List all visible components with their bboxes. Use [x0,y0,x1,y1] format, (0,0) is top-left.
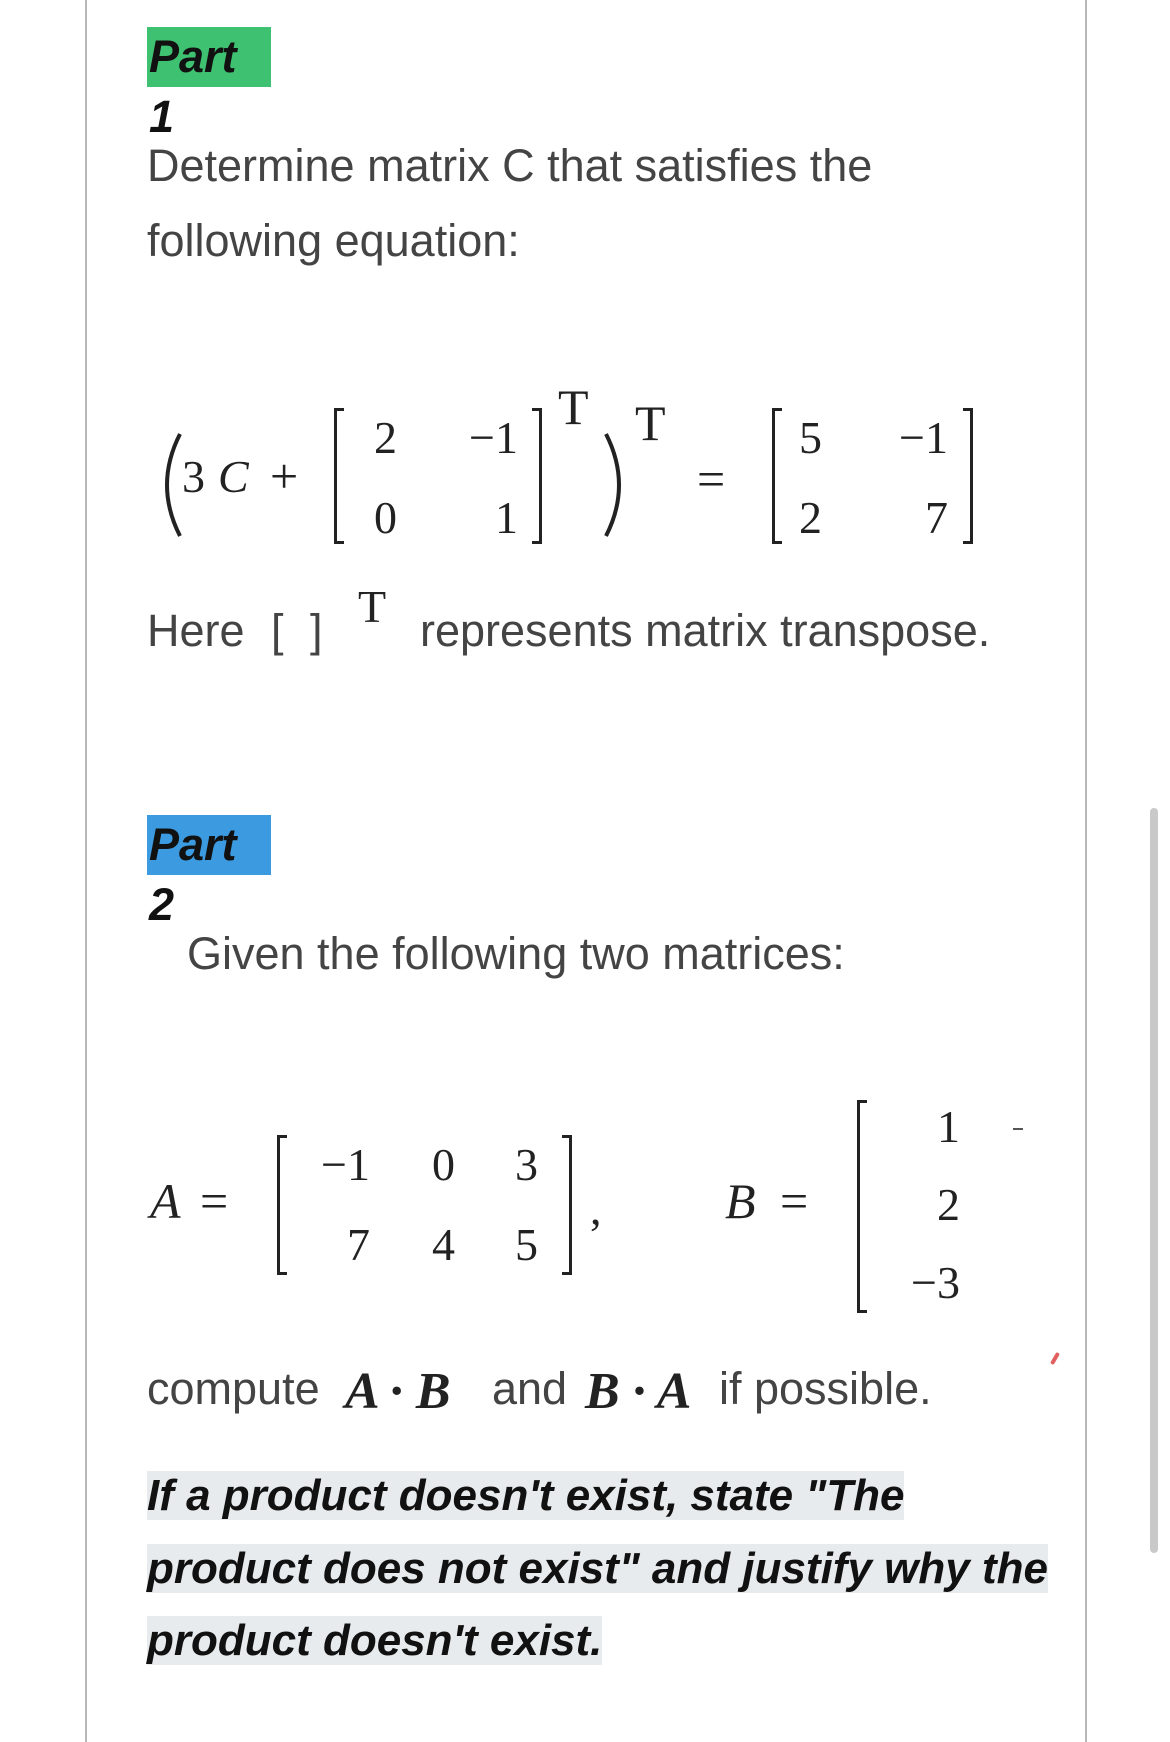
rhs-cell-2-2: 7 [925,492,948,543]
note-line-3-text: product doesn't exist. [147,1616,603,1665]
b-cell-3: −3 [911,1257,960,1308]
matrix-b-left-bracket [857,1100,867,1313]
content-border-right [1085,0,1087,1742]
a-cell-1-3: 3 [515,1139,538,1190]
scrollbar-thumb[interactable] [1150,808,1158,1553]
compute-end: if possible. [719,1363,932,1414]
part2-intro: Given the following two matrices: [187,928,845,979]
a-cell-1-2: 0 [432,1139,455,1190]
compute-word: compute [147,1363,320,1414]
part2-badge: Part 2 [147,815,271,875]
rhs-cell-1-2: −1 [899,412,948,463]
content-border-left [85,0,87,1742]
close-paren [598,430,638,540]
matrix-a-equals: = [200,1173,229,1229]
lhs-scalar: 3 [182,451,205,502]
lhs-variable-c: C [218,451,249,502]
rhs-cell-1-1: 5 [799,412,822,463]
part1-prompt-line2: following equation: [147,215,520,266]
note-line-1-text: If a product doesn't exist, state "The [147,1471,905,1520]
a-cell-2-2: 4 [432,1219,455,1270]
a-cell-2-1: 7 [347,1219,370,1270]
matrix-a-comma: , [590,1183,602,1234]
plus-sign: + [270,448,299,504]
equals-sign: = [697,451,726,507]
part1-prompt-line1: Determine matrix C that satisfies the [147,140,873,191]
compute-a-dot-b: A · B [345,1363,451,1420]
matrix-a-left-bracket [277,1135,287,1275]
matrix-a-right-bracket [562,1135,572,1275]
red-stray-mark [1050,1352,1060,1365]
b-cell-1: 1 [937,1101,960,1152]
here-transpose-sup: T [358,581,387,632]
matrix-a-label: A [150,1173,181,1229]
note-line-3 [147,1605,602,1677]
note-line-1 [147,1460,904,1532]
inner-cell-2-2: 1 [495,492,518,543]
inner-transpose-mark: T [558,379,589,435]
here-rest-text: represents matrix transpose. [420,605,991,656]
rhs-cell-2-1: 2 [799,492,822,543]
inner-cell-1-2: −1 [469,412,518,463]
inner-cell-2-1: 0 [374,492,397,543]
note-line-2 [147,1533,1048,1605]
part1-badge: Part 1 [147,27,271,87]
b-cell-2: 2 [937,1179,960,1230]
a-cell-2-3: 5 [515,1219,538,1270]
inner-matrix-right-bracket [532,408,542,544]
stray-mark [1013,1128,1023,1130]
outer-transpose-mark: T [635,395,666,451]
compute-b-dot-a: B · A [585,1363,692,1420]
a-cell-1-1: −1 [321,1139,370,1190]
compute-and: and [492,1363,568,1414]
matrix-b-label: B [725,1173,756,1229]
matrix-b-equals: = [780,1173,809,1229]
note-line-2-text: product does not exist" and justify why the [147,1544,1048,1593]
rhs-matrix-right-bracket [963,408,973,544]
here-text: Here [ ] [147,605,323,656]
inner-cell-1-1: 2 [374,412,397,463]
